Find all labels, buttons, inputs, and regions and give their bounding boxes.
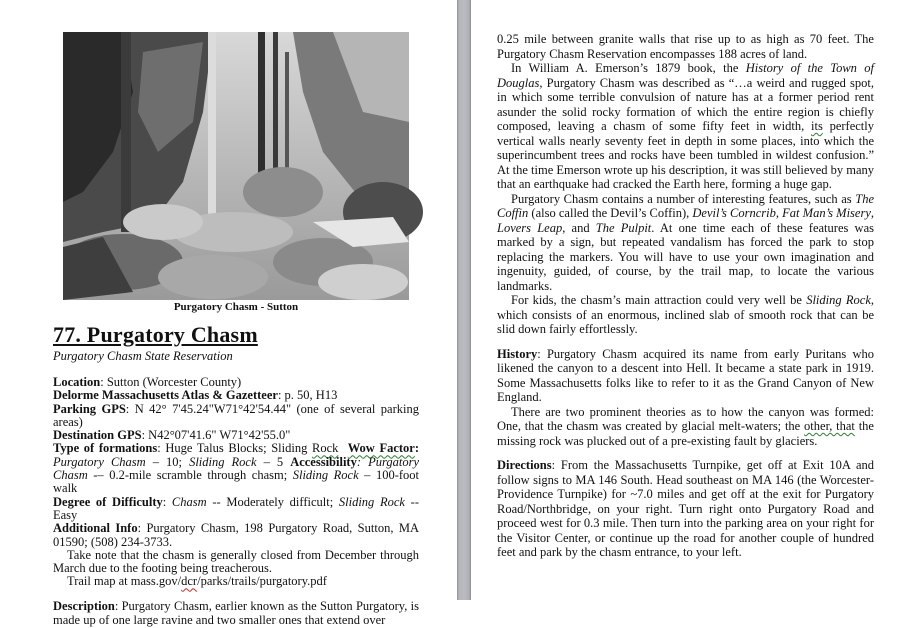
difficulty-line: Degree of Difficulty: Chasm -- Moderately difficult; Sliding Rock -- Easy xyxy=(53,494,419,522)
parking-gps-line: Parking GPS: N 42° 7'45.24"W71°42'54.44" (one of several parking areas) xyxy=(53,401,419,429)
features-paragraph: Purgatory Chasm contains a number of interesting features, such as The Coffin (also called the Devil’s Coffin), Devil’s Corncrib, Fat Man’s Misery, Lovers Leap, and The Pulpit. At one time each of these features was marked by a sign, but repeated vandalism has forced the park to stop replacing the markers. You will have to use your own imagination and ingenuity, guided, of course, by the trail map, to locate the various landmarks. xyxy=(497,191,875,293)
chapter-title: 77. Purgatory Chasm xyxy=(53,322,258,347)
delorme-line: Delorme Massachusetts Atlas & Gazetteer: p. 50, H13 xyxy=(53,388,338,403)
right-page xyxy=(471,0,918,600)
directions-paragraph: Directions: From the Massachusetts Turnpike, get off at Exit 10A and follow signs to MA 146 South. Head southeast on MA 146 (the Worcester-Providence Turnpike) for ~7.0 miles and get off at the exit for Purgatory Road/Northbridge, on your right. Turn right onto Purgatory Road and proceed west for 0.3 mile. Then turn into the parking area on your right for the Visitor Center, or continue up the road for another couple of hundred feet and park by the chasm entrance, to your left. xyxy=(497,458,874,559)
history-paragraph: History: Purgatory Chasm acquired its name from early Puritans who likened the canyon to a descent into Hell. It became a state park in 1919. Some Massachusetts folks like to refer to it as the Grand Canyon of New England. xyxy=(497,346,874,404)
theories-paragraph: There are two prominent theories as to how the canyon was formed: One, that the chasm was created by glacial melt-waters; the other, that the missing rock was plucked out of a pre-existing fault by glaciers. xyxy=(497,404,874,448)
chasm-photo xyxy=(63,32,409,300)
formations-line: Type of formations: Huge Talus Blocks; Sliding Rock Wow Factor: Purgatory Chasm – 10; Sliding Rock – 5 Accessibility: Purgatory Chasm -– 0.2-mile scramble through chasm; Sliding Rock – 100-foot walk xyxy=(53,441,420,496)
photo-caption: Purgatory Chasm - Sutton xyxy=(173,301,299,313)
left-page xyxy=(0,0,457,628)
chasm-photo-image xyxy=(63,32,409,300)
closure-note: Take note that the chasm is generally closed from December through March due to the footing being treacherous. xyxy=(53,547,419,576)
entry-column xyxy=(53,322,419,628)
description-continued: 0.25 mile between granite walls that rise up to as high as 70 feet. The Purgatory Chasm Reservation encompasses 188 acres of land. xyxy=(497,32,874,61)
description-paragraph: Description: Purgatory Chasm, earlier known as the Sutton Purgatory, is made up of one large ravine and two smaller ones that extend over xyxy=(53,598,419,628)
trail-map-line: Trail map at mass.gov/dcr/parks/trails/purgatory.pdf xyxy=(67,574,327,589)
chapter-subtitle: Purgatory Chasm State Reservation xyxy=(53,349,233,363)
page-gutter xyxy=(457,0,471,600)
sliding-rock-paragraph: For kids, the chasm’s main attraction could very well be Sliding Rock, which consists of an enormous, inclined slab of smooth rock that can be slid down fairly effortlessly. xyxy=(497,293,874,336)
location-line: Location: Sutton (Worcester County) xyxy=(53,375,242,389)
info-block xyxy=(53,376,419,628)
additional-info-line: Additional Info: Purgatory Chasm, 198 Purgatory Road, Sutton, MA 01590; (508) 234-3733. xyxy=(53,521,419,549)
right-column xyxy=(497,32,874,560)
destination-gps-line: Destination GPS: N42°07'41.6" W71°42'55.0" xyxy=(53,428,291,443)
emerson-paragraph: In William A. Emerson’s 1879 book, the History of the Town of Douglas, Purgatory Chasm was described as “…a weird and rugged spot, in which some terrible convulsion of nature has at a former period rent asunder the solid rocky formation of which the entire region is chiefly composed, leaving a chasm of some fifty feet in width, its perfectly vertical walls nearly seventy feet in depth in some places, into which the superincumbent trees and rocks have been tumbled in wildest confusion.” At the time Emerson wrote up his description, it was still believed by many that an earthquake had cracked the Earth here, forming a huge gap. xyxy=(497,61,875,191)
